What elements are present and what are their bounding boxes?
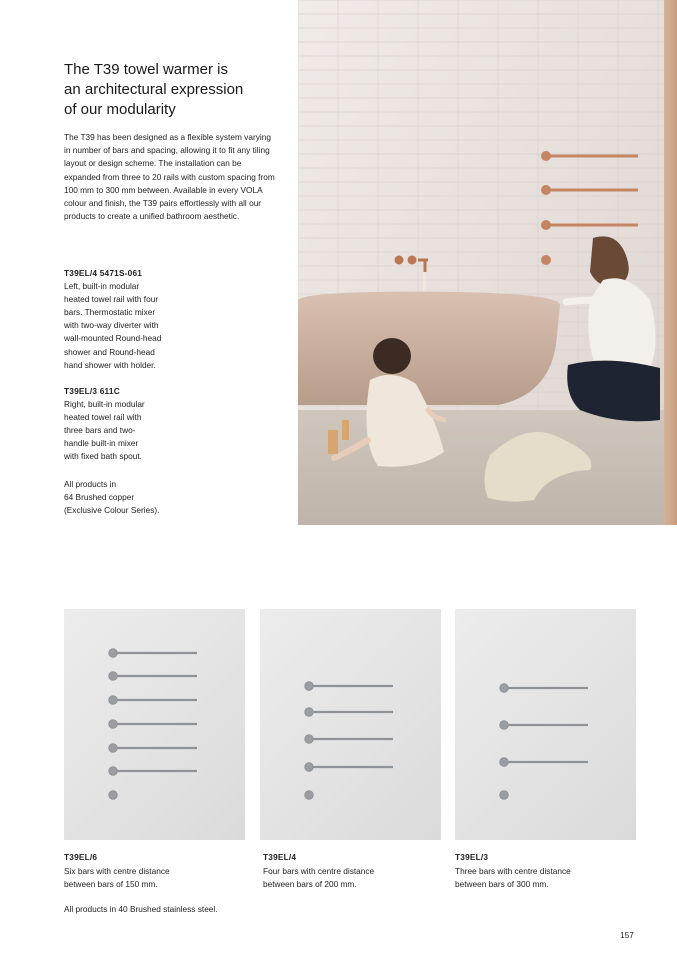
page-number: 157: [620, 930, 634, 940]
spec-line: 64 Brushed copper: [64, 492, 135, 503]
product-caption-six-bars: [64, 851, 249, 892]
spec-line: with fixed bath spout.: [64, 451, 142, 462]
rail-knob: [500, 721, 508, 729]
spec-line: heated towel rail with four: [64, 294, 159, 305]
product-caption-three-bars: [455, 851, 640, 892]
hero-edge-strip: [664, 0, 677, 525]
rail-knob: [109, 696, 117, 704]
headline-line: of our modularity: [64, 101, 176, 118]
spec-line: All products in: [64, 479, 117, 489]
product-image-six-bars: [64, 609, 245, 840]
rail-knob: [109, 649, 117, 657]
rail-knob: [305, 735, 313, 743]
rail-knob: [305, 682, 313, 690]
rail-knob: [109, 720, 117, 728]
spec-line: three bars and two-: [64, 425, 136, 436]
rail-knob: [305, 708, 313, 716]
intro-paragraph: The T39 has been designed as a flexible system varying in number of bars and spacing, allowing it to fit any tiling layout or design scheme. The installation can be expanded from three to 20 rails with custom spacing from 100 mm to 300 mm between. Available in every VOLA colour and finish, the T39 pairs effortlessly with all our products to create a unified bathroom aesthetic.: [64, 132, 275, 222]
spec-line: Left, built-in modular: [64, 281, 140, 292]
stone-bathtub: [298, 292, 560, 405]
product-image-four-bars: [260, 609, 441, 840]
rail-knob: [305, 791, 313, 799]
spec-line: handle built-in mixer: [64, 438, 139, 449]
spec-line: hand shower with holder.: [64, 359, 156, 370]
product-description: between bars of 200 mm.: [263, 879, 357, 890]
rail-knob: [109, 767, 117, 775]
spec-line: bars. Thermostatic mixer: [64, 307, 156, 318]
product-code: T39EL/4: [263, 852, 297, 862]
spec-code: T39EL/4 5471S-061: [64, 268, 143, 278]
product-description: Three bars with centre distance: [455, 865, 571, 876]
finish-footnote: All products in 40 Brushed stainless steel.: [64, 904, 218, 914]
spec-block-right: [64, 385, 254, 464]
product-description: between bars of 150 mm.: [64, 879, 158, 890]
spec-line: wall-mounted Round-head: [64, 333, 162, 344]
product-caption-four-bars: [263, 851, 448, 892]
rail-knob: [500, 791, 508, 799]
rail-knob: [500, 684, 508, 692]
spec-line: Right, built-in modular: [64, 399, 145, 410]
product-code: T39EL/6: [64, 852, 98, 862]
spec-block-finish: [64, 478, 254, 517]
rail-knob: [500, 758, 508, 766]
rail-knob: [109, 744, 117, 752]
hero-photo: [298, 0, 664, 525]
spec-block-left: [64, 267, 254, 372]
product-description: Six bars with centre distance: [64, 865, 170, 876]
product-image-three-bars: [455, 609, 636, 840]
bathroom-scene-illustration: [298, 0, 664, 525]
headline-line: The T39 towel warmer is: [64, 61, 228, 78]
rail-knob: [305, 763, 313, 771]
product-code: T39EL/3: [455, 852, 489, 862]
product-description: between bars of 300 mm.: [455, 879, 549, 890]
floor: [298, 410, 664, 525]
spec-code: T39EL/3 611C: [64, 386, 120, 396]
page-headline: [64, 60, 294, 120]
rail-knob: [109, 672, 117, 680]
spec-line: (Exclusive Colour Series).: [64, 505, 160, 516]
headline-line: an architectural expression: [64, 81, 244, 98]
spec-line: with two-way diverter with: [64, 320, 159, 331]
product-description: Four bars with centre distance: [263, 865, 375, 876]
spec-line: heated towel rail with: [64, 412, 142, 423]
spec-line: shower and Round-head: [64, 346, 155, 357]
rail-knob: [109, 791, 117, 799]
